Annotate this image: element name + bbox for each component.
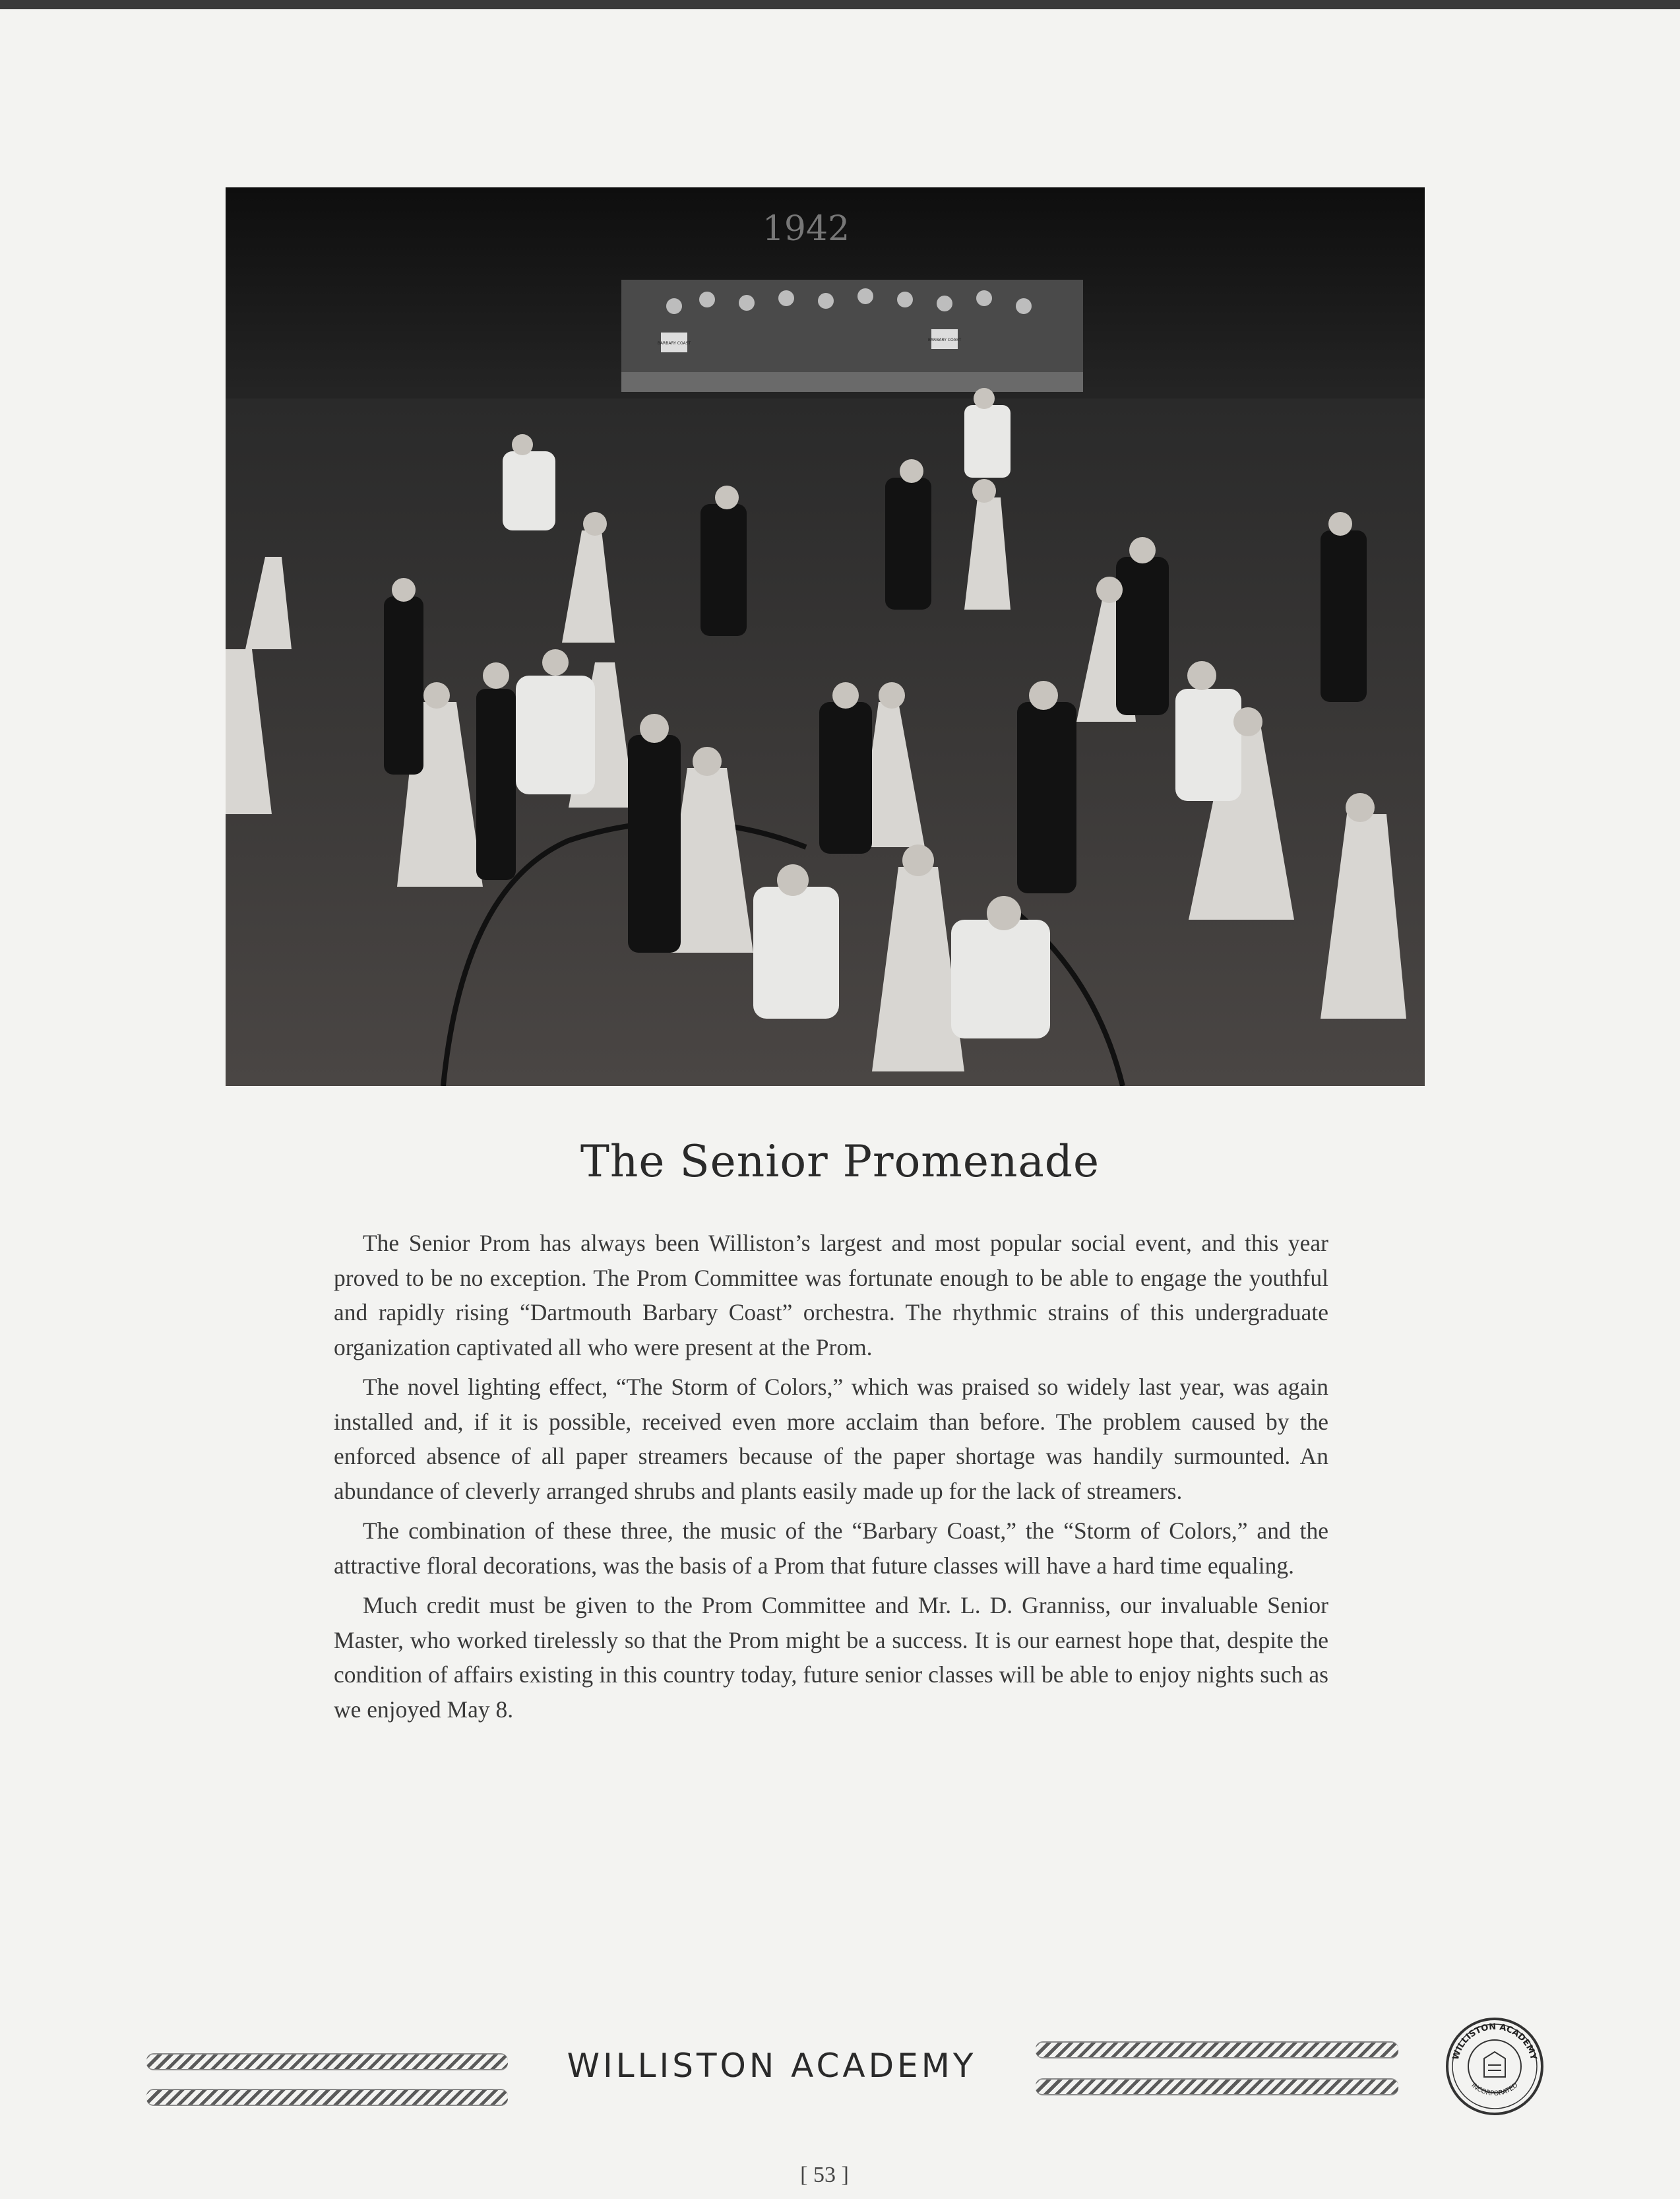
banner-year: 1942 [762, 209, 850, 249]
scan-top-edge [0, 0, 1680, 9]
seal-icon [1445, 2016, 1545, 2117]
rope-ornament-left-top [146, 2053, 508, 2070]
article-title: The Senior Promenade [580, 1136, 1100, 1187]
rope-ornament-right-bottom [1036, 2078, 1398, 2095]
school-name: WILLISTON ACADEMY [567, 2047, 977, 2085]
seal-text-top: WILLISTON ACADEMY [1450, 2022, 1539, 2061]
article-paragraph-4: Much credit must be given to the Prom Committee and Mr. L. D. Granniss, our invaluable Senior Master, who worked tirelessly so that the Prom might be a success. It is our earnest hope that, despite the condition of affairs existing in this country today, future senior classes will be able to enjoy nights such as we enjoyed May 8. [334, 1592, 1328, 1723]
page-number: [ 53 ] [800, 2163, 849, 2187]
stage-front [621, 372, 1083, 392]
bandstand [621, 280, 1083, 385]
academy-seal [1445, 2016, 1545, 2117]
article-body [334, 1226, 1328, 1732]
prom-photograph [226, 187, 1425, 1086]
article-paragraph-3: The combination of these three, the music of the “Barbary Coast,” the “Storm of Colors,” and the attractive floral decorations, was the basis of a Prom that future classes will have a hard time equaling. [334, 1517, 1328, 1579]
rope-ornament-right-top [1036, 2041, 1398, 2058]
stage-sign-left-text: BARBARY COAST [657, 341, 691, 346]
prom-photo-drawing [226, 187, 1425, 1086]
seal-text-bottom: INCORPORATED [1470, 2082, 1520, 2098]
article-paragraph-2: The novel lighting effect, “The Storm of Colors,” which was praised so widely last year, was again installed and, if it is possible, received even more acclaim than before. The problem caused by the enforced absence of all paper streamers because of the paper shortage was handily surmounted. An abundance of cleverly arranged shrubs and plants easily made up for the lack of streamers. [334, 1374, 1328, 1504]
rope-ornament-left-bottom [146, 2089, 508, 2106]
stage-sign-right-text: BARBARY COAST [927, 338, 962, 342]
article-paragraph-1: The Senior Prom has always been Williston’s largest and most popular social event, and this year proved to be no exception. The Prom Committee was fortunate enough to be able to engage the youthful and rapidly rising “Dartmouth Barbary Coast” orchestra. The rhythmic strains of this undergraduate organization captivated all who were present at the Prom. [334, 1230, 1328, 1360]
